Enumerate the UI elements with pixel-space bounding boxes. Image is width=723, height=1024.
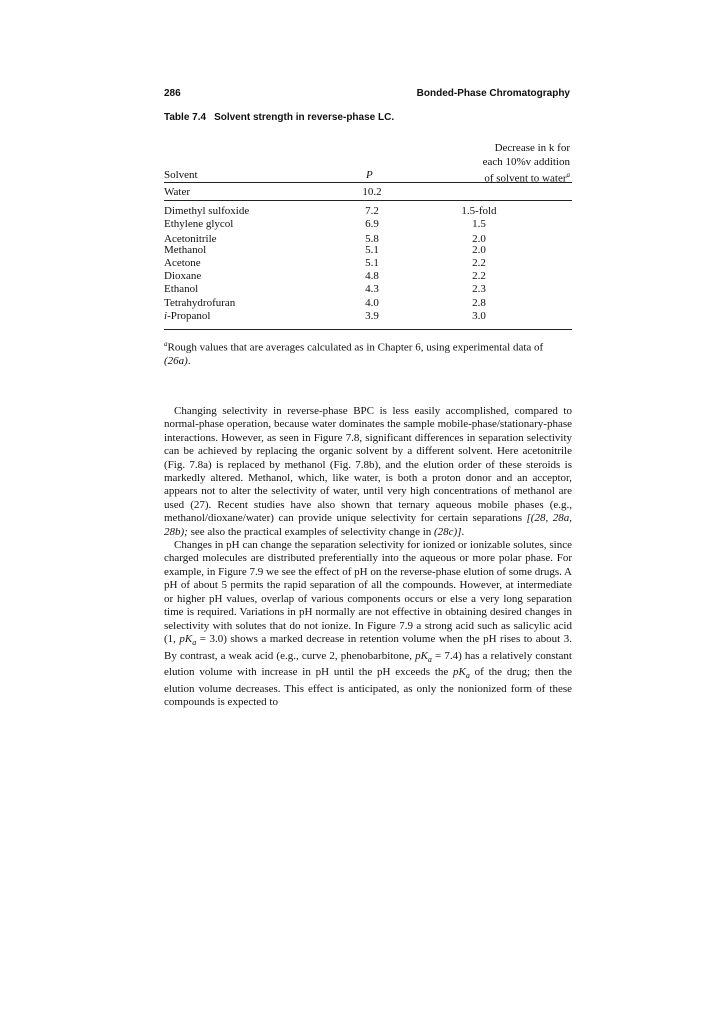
polarity-value: 4.3 [365, 283, 379, 295]
table-row [164, 205, 572, 218]
polarity-value: 6.9 [365, 218, 379, 230]
polarity-value: 4.0 [365, 297, 379, 309]
page-number: 286 [164, 88, 181, 99]
paragraph-text: = 3.0) shows a marked decrease in retention volume when the pH rises to about 3. By contrast, a weak acid (e.g., curve 2, phenobarbitone, [164, 632, 572, 662]
table-row [164, 218, 572, 231]
solvent-name: Acetonitrile [164, 233, 217, 245]
decrease-value: 1.5-fold [461, 205, 497, 217]
paragraph-text: see also the practical examples of selectivity change in [187, 525, 435, 538]
column-header-decrease-line2: each 10%v addition [482, 155, 570, 168]
table-title: Solvent strength in reverse-phase LC. [214, 112, 395, 123]
column-header-decrease-line1: Decrease in k for [494, 142, 570, 154]
polarity-value: 5.1 [365, 257, 379, 269]
table-row-rule [164, 200, 572, 201]
column-header-footnote-mark: a [566, 171, 570, 179]
solvent-name: Tetrahydrofuran [164, 297, 236, 309]
footnote-text: Rough values that are averages calculated as in Chapter 6, using experimental data of [167, 341, 544, 354]
italic-prefix: i [164, 310, 168, 322]
solvent-name: Ethylene glycol [164, 218, 234, 230]
citation: (28c)] [434, 525, 462, 538]
table-row [164, 186, 572, 199]
table-caption [164, 112, 394, 123]
solvent-name: Dimethyl sulfoxide [164, 205, 250, 217]
footnote-mark: a [164, 340, 168, 348]
paragraph-text: Changing selectivity in reverse-phase BPC is less easily accomplished, compared to normal-phase operation, because water dominates the sample mobile-phase/stationary-phase interactions. However, as seen in Figure 7.8, significant differences in separation selectivity can be achieved by replacing the organic solvent by a different solvent. Here acetonitrile (Fig. 7.8a) is replaced by methanol (Fig. 7.8b), and the elution order of these steroids is markedly altered. Methanol, which, like water, is both a proton donor and an acceptor, appears not to alter the selectivity of water, until very high concentrations of methanol are used (27). Recent studies have also shown that ternary aqueous mobile phases (e.g., methanol/dioxane/water) can provide unique selectivity for certain separations [164, 405, 572, 525]
table-header-rule [164, 182, 572, 183]
paragraph [164, 405, 572, 539]
pka-symbol: pK [415, 649, 428, 662]
decrease-value: 2.2 [472, 270, 486, 282]
table-row [164, 244, 572, 257]
pka-subscript: a [427, 654, 432, 664]
column-header-solvent: Solvent [164, 169, 198, 181]
polarity-value: 5.1 [365, 244, 379, 256]
paragraph-text: = 7.4) has a relatively constant elution volume with increase in pH until the pH exceeds the [164, 649, 572, 679]
polarity-value: 7.2 [365, 205, 379, 217]
pka-symbol: pK [179, 632, 193, 645]
footnote-reference: (26a) [164, 355, 188, 368]
decrease-value: 3.0 [472, 310, 486, 322]
polarity-value: 5.8 [365, 233, 379, 245]
solvent-name: Acetone [164, 257, 201, 269]
decrease-value: 2.8 [472, 297, 486, 309]
citation: [(28, 28a, 28b); [164, 512, 572, 538]
solvent-name: Ethanol [164, 283, 199, 295]
table-bottom-rule [164, 329, 572, 330]
column-header-p: P [366, 169, 373, 181]
polarity-value: 3.9 [365, 310, 379, 322]
pka-subscript: a [465, 671, 470, 681]
paragraph-text: Changes in pH can change the separation selectivity for ionized or ionizable solutes, since charged molecules are distributed preferentially into the aqueous or more polar phase. For example, in Figure 7.9 we see the effect of pH on the reverse-phase elution of some drugs. A pH of about 5 permits the rapid separation of all the compounds. However, at intermediate or higher pH values, overlap of various components occurs or else a very long separation time is required. Variations in pH normally are not effective in obtaining desired changes in selectivity with solutes that do not ionize. In Figure 7.9 a strong acid such as salicylic acid (1, [164, 539, 572, 645]
paragraph [164, 539, 572, 709]
table-row [164, 283, 572, 296]
decrease-value: 2.3 [472, 283, 486, 295]
table-row [164, 257, 572, 270]
polarity-value: 10.2 [362, 186, 382, 198]
solvent-name: i-Propanol [164, 310, 211, 322]
column-header-decrease [430, 142, 570, 186]
decrease-value: 2.2 [472, 257, 486, 269]
solvent-name: Dioxane [164, 270, 202, 282]
solvent-name: Methanol [164, 244, 207, 256]
running-title: Bonded-Phase Chromatography [416, 88, 570, 99]
paragraph-text: . [461, 525, 465, 538]
decrease-value: 2.0 [472, 233, 486, 245]
body-text [164, 405, 572, 710]
table-row [164, 270, 572, 283]
table-row [164, 310, 572, 323]
table-row [164, 297, 572, 310]
pka-symbol: pK [453, 666, 466, 679]
table-footnote [164, 338, 572, 369]
decrease-value: 1.5 [472, 218, 486, 230]
paragraph-text: of the drug; then the elution volume decreases. This effect is anticipated, as only the nonionized form of these compounds is expected to [164, 666, 572, 709]
footnote-end: . [187, 355, 191, 368]
decrease-value: 2.0 [472, 244, 486, 256]
solvent-name: Water [164, 186, 190, 198]
column-header-decrease-line3-text: of solvent to water [484, 172, 567, 185]
pka-subscript: a [192, 638, 197, 648]
table-label: Table 7.4 [164, 112, 207, 123]
column-header-decrease-line3 [430, 169, 570, 186]
polarity-value: 4.8 [365, 270, 379, 282]
